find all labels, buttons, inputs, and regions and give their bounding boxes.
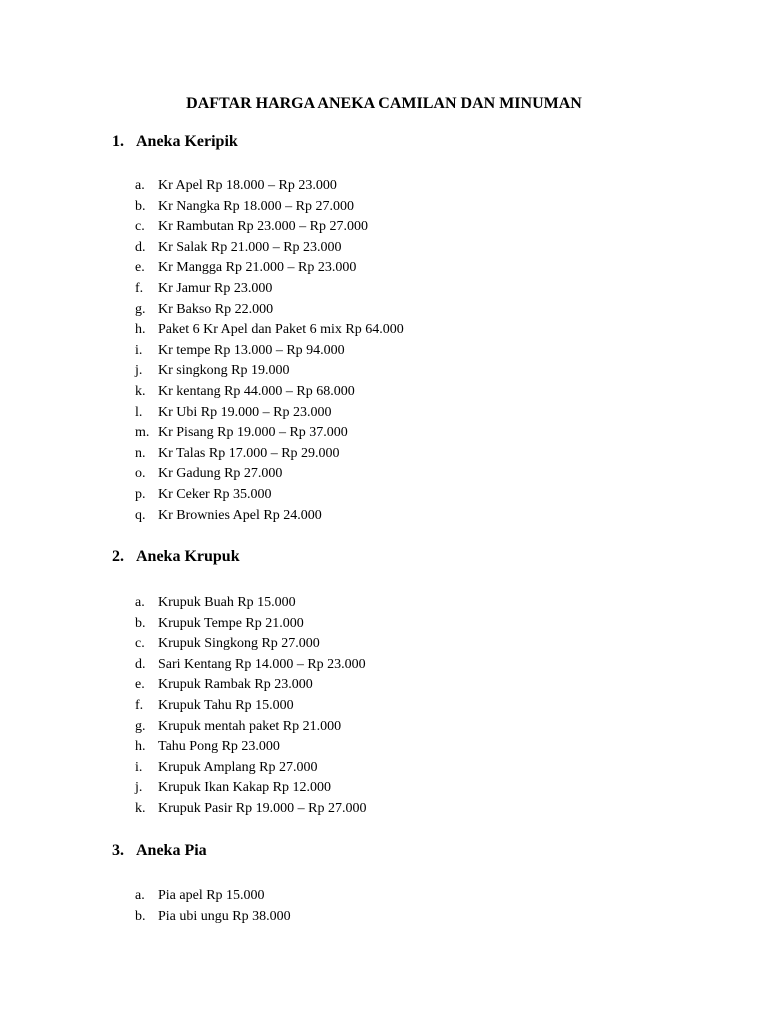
list-item xyxy=(135,907,291,928)
list-item xyxy=(135,614,366,635)
list-item xyxy=(135,485,404,506)
list-item-text: Krupuk Rambak Rp 23.000 xyxy=(158,677,313,693)
list-item xyxy=(135,737,366,758)
list-aneka-pia xyxy=(135,886,291,927)
list-item-marker: e. xyxy=(135,677,145,693)
list-aneka-krupuk xyxy=(135,593,366,820)
list-item-marker: a. xyxy=(135,178,145,193)
list-item xyxy=(135,886,291,907)
section-title: Aneka Krupuk xyxy=(136,548,240,565)
list-item-text: Kr singkong Rp 19.000 xyxy=(158,363,290,379)
list-item xyxy=(135,197,404,218)
list-item xyxy=(135,655,366,676)
list-item xyxy=(135,444,404,465)
list-item-text: Kr Pisang Rp 19.000 – Rp 37.000 xyxy=(158,425,348,441)
list-item-text: Kr Salak Rp 21.000 – Rp 23.000 xyxy=(158,239,342,255)
list-item-text: Kr Bakso Rp 22.000 xyxy=(158,301,274,317)
list-item-marker: d. xyxy=(135,656,146,672)
section-title: Aneka Pia xyxy=(136,842,207,859)
list-item-text: Kr kentang Rp 44.000 – Rp 68.000 xyxy=(158,383,355,399)
list-item-marker: q. xyxy=(135,507,146,523)
list-item xyxy=(135,300,404,321)
list-item xyxy=(135,675,366,696)
list-item-text: Kr Brownies Apel Rp 24.000 xyxy=(158,507,322,523)
list-item xyxy=(135,593,366,614)
list-item xyxy=(135,423,404,444)
section-number: 1. xyxy=(112,133,124,150)
list-item xyxy=(135,279,404,300)
list-item xyxy=(135,217,404,238)
list-item-marker: a. xyxy=(135,888,145,903)
list-item-marker: f. xyxy=(135,697,144,713)
list-item-text: Krupuk Pasir Rp 19.000 – Rp 27.000 xyxy=(158,800,367,816)
list-item-text: Krupuk Tahu Rp 15.000 xyxy=(158,697,294,713)
list-item-text: Kr Rambutan Rp 23.000 – Rp 27.000 xyxy=(158,219,368,235)
list-item xyxy=(135,696,366,717)
list-item xyxy=(135,634,366,655)
list-item-text: Krupuk mentah paket Rp 21.000 xyxy=(158,718,342,734)
list-item-marker: h. xyxy=(135,739,146,755)
list-item-text: Kr Ubi Rp 19.000 – Rp 23.000 xyxy=(158,404,332,420)
list-item-marker: i. xyxy=(135,342,143,358)
list-item xyxy=(135,403,404,424)
list-item xyxy=(135,799,366,820)
list-item-text: Pia apel Rp 15.000 xyxy=(158,888,265,903)
list-item-text: Krupuk Tempe Rp 21.000 xyxy=(158,615,304,631)
list-item xyxy=(135,506,404,527)
list-item xyxy=(135,258,404,279)
list-item-marker: a. xyxy=(135,595,145,610)
list-item xyxy=(135,176,404,197)
list-item-marker: b. xyxy=(135,615,146,631)
section-number: 2. xyxy=(112,548,124,565)
document-title: DAFTAR HARGA ANEKA CAMILAN DAN MINUMAN xyxy=(186,95,582,112)
list-item xyxy=(135,320,404,341)
list-item xyxy=(135,758,366,779)
list-item xyxy=(135,464,404,485)
list-item-marker: b. xyxy=(135,198,146,214)
list-item-text: Kr Talas Rp 17.000 – Rp 29.000 xyxy=(158,445,340,461)
section-title: Aneka Keripik xyxy=(136,133,238,150)
section-heading-aneka-pia xyxy=(112,840,207,862)
list-aneka-keripik xyxy=(135,176,404,526)
list-item-marker: n. xyxy=(135,445,146,461)
list-item-text: Kr tempe Rp 13.000 – Rp 94.000 xyxy=(158,342,345,358)
list-item-marker: o. xyxy=(135,466,146,482)
list-item-marker: j. xyxy=(135,363,143,379)
section-heading-aneka-krupuk xyxy=(112,546,240,568)
list-item-marker: k. xyxy=(135,800,146,816)
list-item-text: Kr Ceker Rp 35.000 xyxy=(158,486,272,502)
list-item-marker: g. xyxy=(135,718,146,734)
list-item-marker: c. xyxy=(135,636,145,652)
list-item-text: Sari Kentang Rp 14.000 – Rp 23.000 xyxy=(158,656,366,672)
list-item-text: Paket 6 Kr Apel dan Paket 6 mix Rp 64.000 xyxy=(158,322,404,338)
list-item xyxy=(135,778,366,799)
list-item-text: Tahu Pong Rp 23.000 xyxy=(158,739,280,755)
list-item xyxy=(135,717,366,738)
list-item-text: Kr Nangka Rp 18.000 – Rp 27.000 xyxy=(158,198,354,214)
list-item-marker: f. xyxy=(135,280,144,296)
list-item-text: Krupuk Amplang Rp 27.000 xyxy=(158,759,318,775)
list-item-text: Kr Jamur Rp 23.000 xyxy=(158,280,273,296)
list-item-marker: g. xyxy=(135,301,146,317)
list-item xyxy=(135,361,404,382)
list-item xyxy=(135,341,404,362)
section-number: 3. xyxy=(112,842,124,859)
list-item xyxy=(135,382,404,403)
list-item-text: Krupuk Ikan Kakap Rp 12.000 xyxy=(158,780,332,796)
list-item-marker: j. xyxy=(135,780,143,796)
list-item-text: Krupuk Buah Rp 15.000 xyxy=(158,595,296,610)
list-item-marker: i. xyxy=(135,759,143,775)
list-item-text: Krupuk Singkong Rp 27.000 xyxy=(158,636,320,652)
list-item-marker: p. xyxy=(135,486,146,502)
list-item-marker: d. xyxy=(135,239,146,255)
list-item-marker: e. xyxy=(135,260,145,276)
list-item-marker: m. xyxy=(135,425,150,441)
list-item-text: Kr Apel Rp 18.000 – Rp 23.000 xyxy=(158,178,337,193)
list-item-marker: b. xyxy=(135,908,146,924)
list-item-marker: l. xyxy=(135,404,143,420)
list-item-text: Pia ubi ungu Rp 38.000 xyxy=(158,908,291,924)
list-item-text: Kr Gadung Rp 27.000 xyxy=(158,466,283,482)
list-item-marker: h. xyxy=(135,322,146,338)
list-item-marker: c. xyxy=(135,219,145,235)
list-item-text: Kr Mangga Rp 21.000 – Rp 23.000 xyxy=(158,260,357,276)
section-heading-aneka-keripik xyxy=(112,131,238,153)
list-item xyxy=(135,238,404,259)
list-item-marker: k. xyxy=(135,383,146,399)
